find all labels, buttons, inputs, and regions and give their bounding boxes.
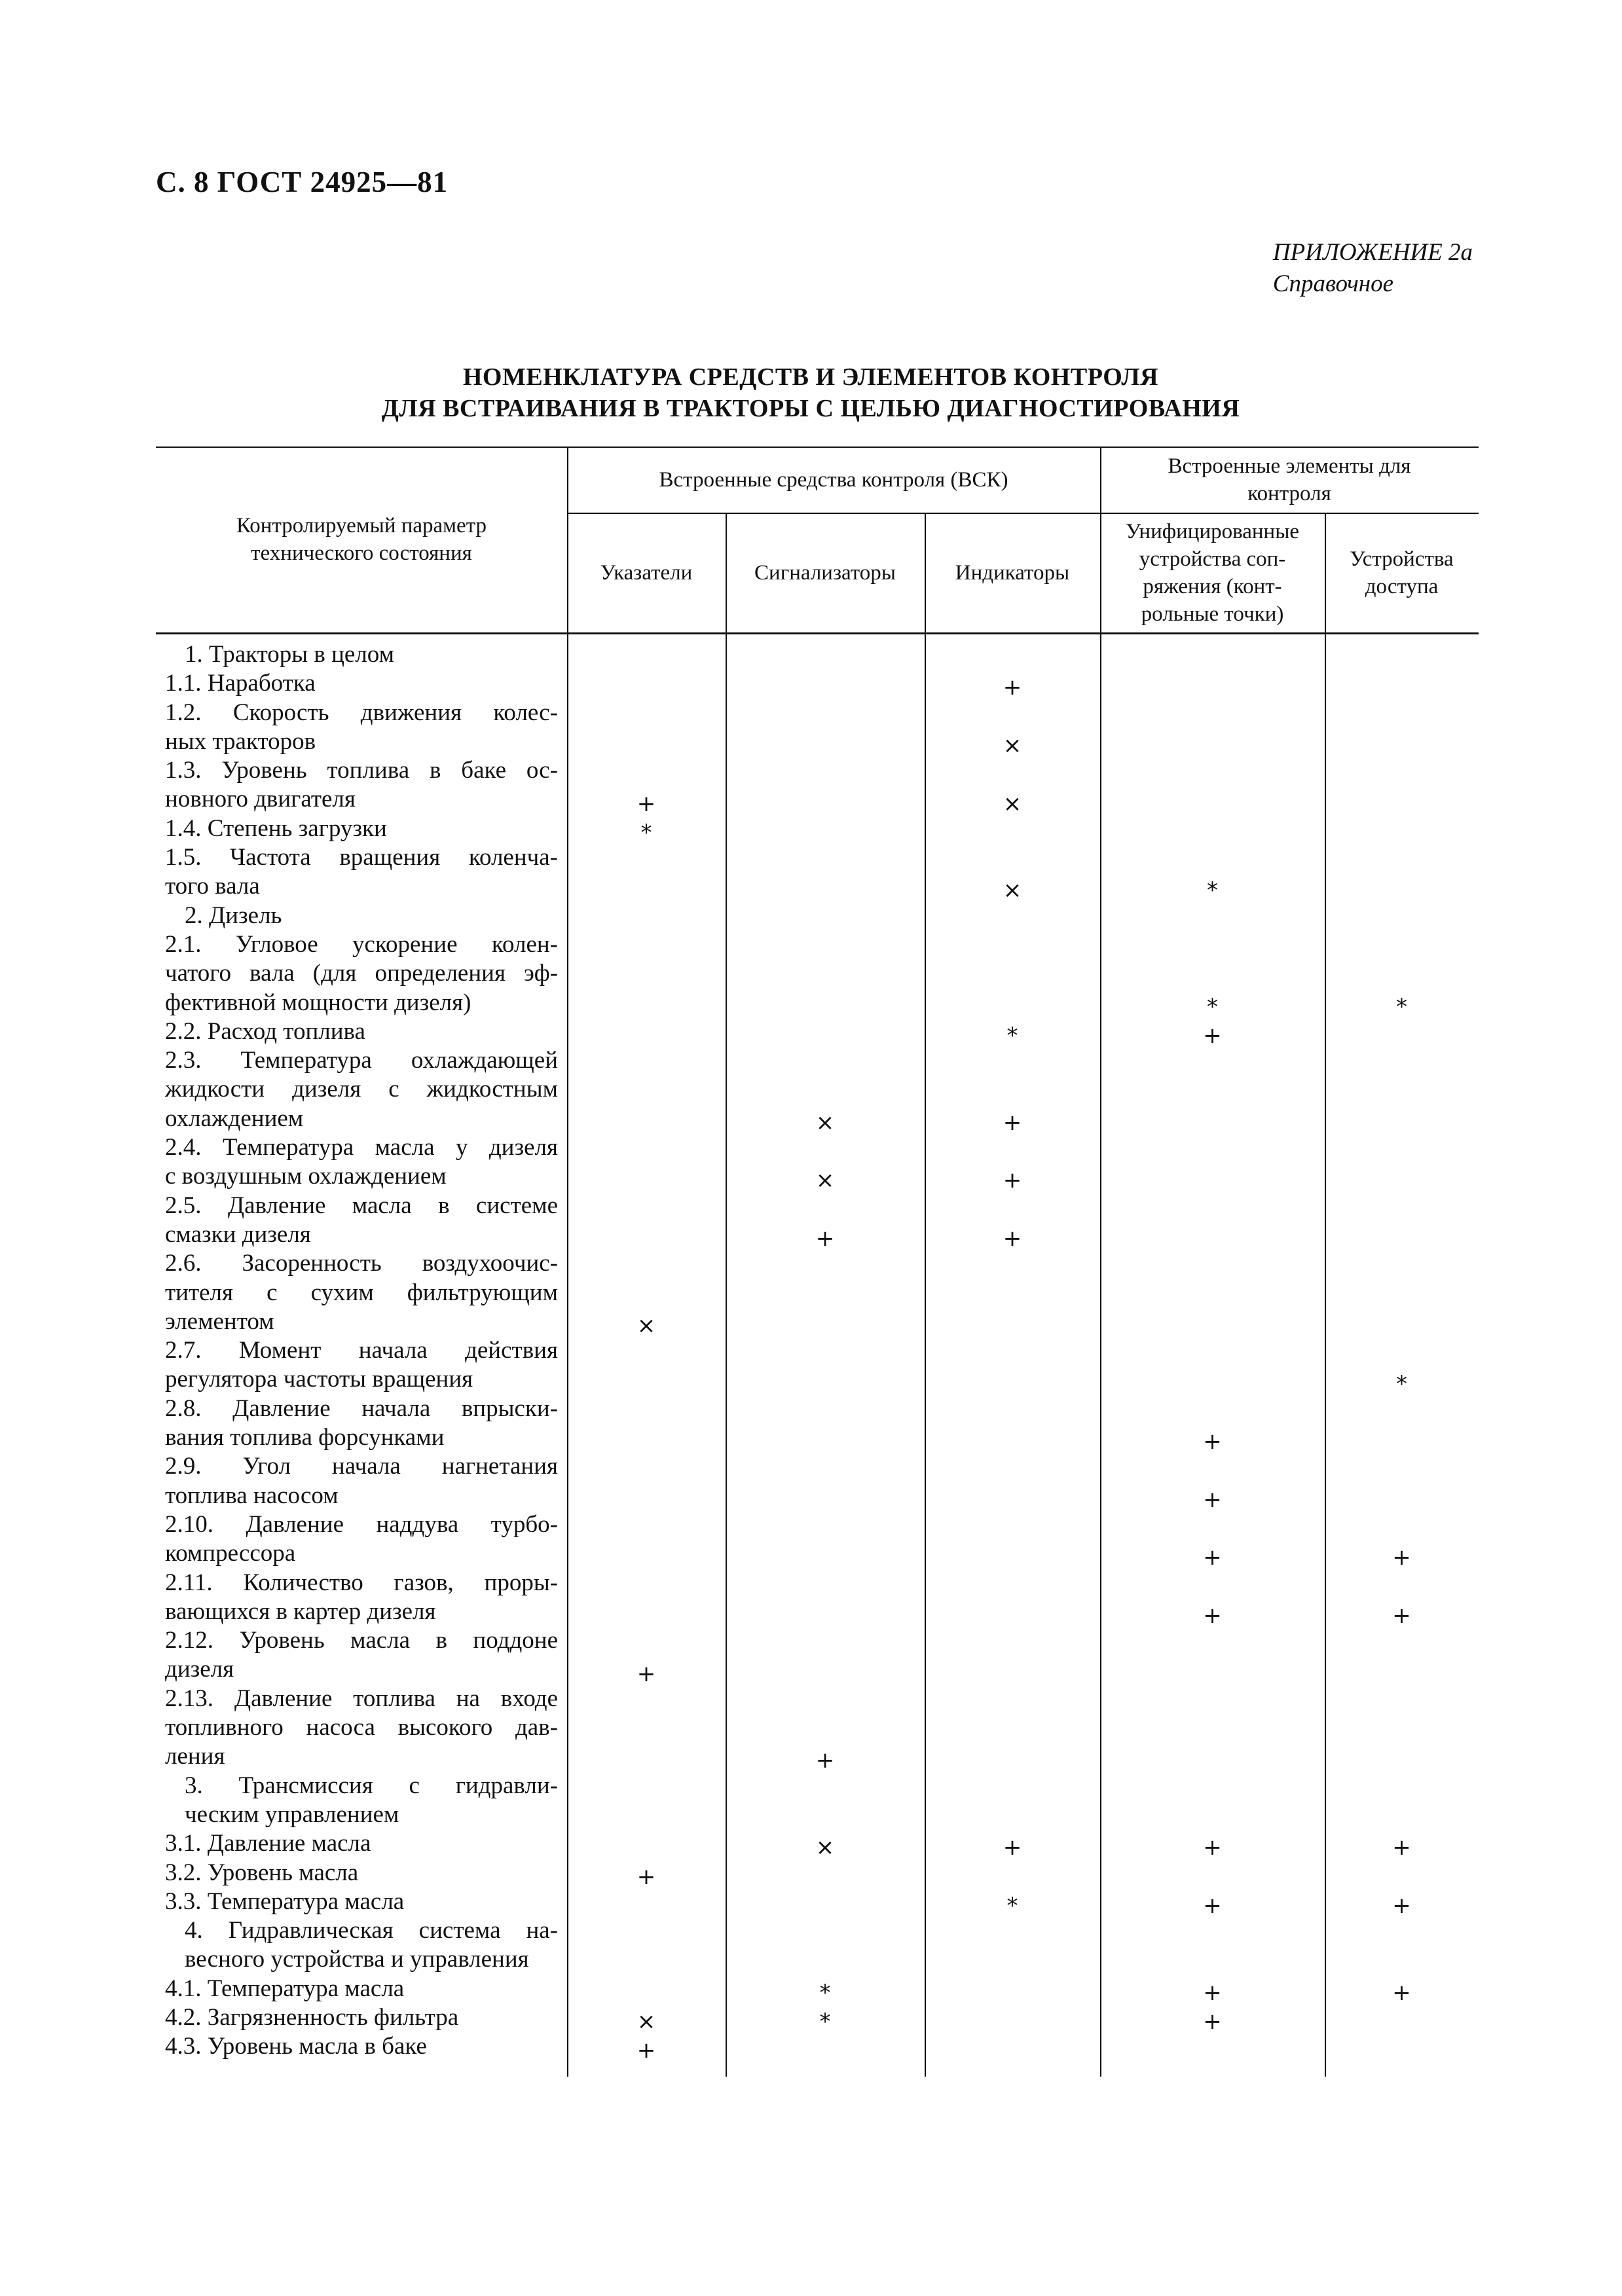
cross-mark: × bbox=[815, 1167, 835, 1194]
header-group-elements-line: контроля bbox=[1247, 481, 1331, 505]
table-row bbox=[165, 1859, 558, 1887]
plus-mark: + bbox=[636, 790, 656, 817]
plus-mark: + bbox=[1203, 2009, 1222, 2035]
param-line: 2. Дизель bbox=[185, 902, 282, 929]
plus-mark: + bbox=[1203, 1834, 1222, 1861]
param-line: ных тракторов bbox=[165, 727, 316, 755]
param-line: 2.10. Давление наддува турбо- bbox=[165, 1511, 558, 1538]
table-row bbox=[165, 1510, 558, 1569]
param-line: смазки дизеля bbox=[165, 1220, 311, 1248]
asterisk-mark: * bbox=[1207, 877, 1218, 904]
param-line: элементом bbox=[165, 1307, 274, 1335]
param-line: 2.6. Засоренность воздухоочис- bbox=[165, 1250, 558, 1277]
cross-mark: × bbox=[636, 2009, 656, 2035]
param-line: жидкости дизеля с жидкостным bbox=[165, 1076, 558, 1103]
table-header-rule bbox=[156, 632, 1479, 634]
plus-mark: + bbox=[1203, 1429, 1222, 1455]
table-col-rule bbox=[567, 446, 568, 2077]
cross-mark: × bbox=[1003, 732, 1022, 759]
cross-mark: × bbox=[636, 1312, 656, 1339]
asterisk-mark: * bbox=[1006, 1892, 1018, 1919]
cross-mark: × bbox=[1003, 790, 1022, 817]
param-line: вающихся в картер дизеля bbox=[165, 1597, 436, 1625]
header-col-signalers bbox=[726, 513, 925, 632]
header-param-line: технического состояния bbox=[251, 541, 472, 565]
param-line: ления bbox=[165, 1743, 225, 1770]
header-col-unified-line: устройства соп- bbox=[1139, 547, 1286, 571]
param-line: 2.13. Давление топлива на входе bbox=[165, 1685, 558, 1712]
asterisk-mark: * bbox=[1207, 993, 1218, 1020]
header-col-unified-line: рольные точки) bbox=[1141, 602, 1284, 626]
param-line: 1.4. Степень загрузки bbox=[165, 814, 387, 842]
param-line: 2.1. Угловое ускорение колен- bbox=[165, 931, 558, 958]
param-line: 1. Тракторы в целом bbox=[185, 641, 395, 668]
cross-mark: × bbox=[1003, 877, 1022, 904]
plus-mark: + bbox=[1392, 1544, 1411, 1571]
plus-mark: + bbox=[1392, 1602, 1411, 1629]
param-line: того вала bbox=[165, 873, 260, 900]
header-group-elements bbox=[1100, 446, 1479, 513]
table-row bbox=[165, 1249, 558, 1336]
param-line: 2.8. Давление начала впрыски- bbox=[165, 1394, 558, 1422]
param-line: новного двигателя bbox=[165, 786, 356, 813]
param-line: охлаждением bbox=[165, 1104, 304, 1132]
document-title bbox=[156, 361, 1465, 424]
header-col-signalers-line: Сигнализаторы bbox=[754, 560, 896, 585]
table-col-rule bbox=[726, 513, 727, 2077]
document-title-line-2: ДЛЯ ВСТРАИВАНИЯ В ТРАКТОРЫ С ЦЕЛЬЮ ДИАГНОСТИРОВАНИЯ bbox=[381, 395, 1240, 422]
plus-mark: + bbox=[636, 1863, 656, 1890]
param-line: 2.12. Уровень масла в поддоне bbox=[165, 1627, 558, 1654]
table-section-row bbox=[165, 902, 558, 930]
table-section-row bbox=[165, 1916, 558, 1975]
appendix-label: ПРИЛОЖЕНИЕ 2а bbox=[1272, 239, 1473, 266]
table-row bbox=[165, 1394, 558, 1453]
plus-mark: + bbox=[1392, 1892, 1411, 1919]
table-row bbox=[165, 1887, 558, 1916]
param-line: 2.9. Угол начала нагнетания bbox=[165, 1453, 558, 1480]
param-line: 2.5. Давление масла в системе bbox=[165, 1192, 558, 1219]
table-row bbox=[165, 1452, 558, 1510]
header-col-pointers-line: Указатели bbox=[600, 560, 693, 585]
param-line: дизеля bbox=[165, 1656, 234, 1683]
param-line: топливного насоса высокого дав- bbox=[165, 1714, 558, 1741]
table-row bbox=[165, 2032, 558, 2061]
appendix-block bbox=[1273, 237, 1473, 300]
table-col-rule bbox=[925, 513, 926, 2077]
param-line: 1.2. Скорость движения колес- bbox=[165, 699, 558, 726]
asterisk-mark: * bbox=[1396, 993, 1407, 1020]
header-col-access-line: доступа bbox=[1365, 574, 1439, 598]
param-line: фективной мощности дизеля) bbox=[165, 989, 471, 1016]
param-line: 2.11. Количество газов, проры- bbox=[165, 1569, 558, 1596]
table-row bbox=[165, 2003, 558, 2032]
table-row bbox=[165, 1626, 558, 1685]
param-line: 2.3. Температура охлаждающей bbox=[165, 1047, 558, 1074]
table-row bbox=[165, 1192, 558, 1250]
param-line: весного устройства и управления bbox=[185, 1946, 529, 1973]
table-col-rule bbox=[1100, 446, 1101, 2077]
param-line: с воздушным охлаждением bbox=[165, 1163, 447, 1190]
document-title-line-1: НОМЕНКЛАТУРА СРЕДСТВ И ЭЛЕМЕНТОВ КОНТРОЛЯ bbox=[462, 363, 1159, 391]
header-col-unified-line: Унифицированные bbox=[1125, 519, 1300, 543]
table-row bbox=[165, 930, 558, 1017]
header-param bbox=[156, 446, 567, 632]
param-line: регулятора частоты вращения bbox=[165, 1366, 473, 1393]
table-row bbox=[165, 756, 558, 814]
table-row bbox=[165, 699, 558, 757]
header-col-indicators bbox=[925, 513, 1100, 632]
table-row bbox=[165, 843, 558, 902]
table-row bbox=[165, 1133, 558, 1192]
param-line: 1.1. Наработка bbox=[165, 670, 316, 697]
param-line: тителя с сухим фильтрующим bbox=[165, 1279, 558, 1306]
plus-mark: + bbox=[1003, 1167, 1022, 1194]
param-line: 2.2. Расход топлива bbox=[165, 1017, 365, 1045]
plus-mark: + bbox=[1203, 1022, 1222, 1049]
plus-mark: + bbox=[1203, 1892, 1222, 1919]
table-row bbox=[165, 1569, 558, 1627]
header-col-access bbox=[1325, 513, 1479, 632]
table-row bbox=[165, 1685, 558, 1772]
param-line: 2.7. Момент начала действия bbox=[165, 1337, 558, 1364]
header-col-indicators-line: Индикаторы bbox=[955, 560, 1070, 585]
param-line: вания топлива форсунками bbox=[165, 1424, 445, 1451]
plus-mark: + bbox=[1392, 1834, 1411, 1861]
param-line: 3. Трансмиссия с гидравли- bbox=[185, 1772, 558, 1799]
asterisk-mark: * bbox=[819, 1979, 831, 2006]
param-line: 1.3. Уровень топлива в баке ос- bbox=[165, 757, 558, 784]
asterisk-mark: * bbox=[1396, 1370, 1407, 1397]
plus-mark: + bbox=[1003, 674, 1022, 701]
plus-mark: + bbox=[815, 1226, 835, 1252]
page-header: С. 8 ГОСТ 24925—81 bbox=[156, 166, 449, 198]
plus-mark: + bbox=[1203, 1486, 1222, 1513]
param-line: ческим управлением bbox=[185, 1800, 399, 1828]
table-col-rule bbox=[1325, 513, 1326, 2077]
plus-mark: + bbox=[1003, 1834, 1022, 1861]
header-param-line: Контролируемый параметр bbox=[236, 514, 487, 538]
asterisk-mark: * bbox=[640, 819, 652, 846]
plus-mark: + bbox=[815, 1747, 835, 1774]
header-col-unified bbox=[1100, 513, 1325, 632]
plus-mark: + bbox=[636, 1660, 656, 1687]
header-group-vsk-line: Встроенные средства контроля (ВСК) bbox=[659, 467, 1008, 492]
table-row bbox=[165, 1017, 558, 1046]
table-row bbox=[165, 1046, 558, 1133]
plus-mark: + bbox=[1203, 1602, 1222, 1629]
param-line: 4. Гидравлическая система на- bbox=[185, 1917, 558, 1944]
plus-mark: + bbox=[1392, 1979, 1411, 2006]
param-line: 2.4. Температура масла у дизеля bbox=[165, 1134, 558, 1161]
param-line: 3.1. Давление масла bbox=[165, 1830, 371, 1857]
asterisk-mark: * bbox=[1006, 1022, 1018, 1049]
table-section-row bbox=[165, 1772, 558, 1830]
table-row bbox=[165, 1975, 558, 2003]
param-line: 4.3. Уровень масла в баке bbox=[165, 2033, 427, 2060]
param-line: 1.5. Частота вращения коленча- bbox=[165, 844, 558, 871]
plus-mark: + bbox=[1003, 1226, 1022, 1252]
plus-mark: + bbox=[1003, 1109, 1022, 1136]
table-row bbox=[165, 1829, 558, 1858]
param-line: компрессора bbox=[165, 1540, 296, 1567]
table-section-row bbox=[165, 640, 558, 669]
header-col-access-line: Устройства bbox=[1350, 547, 1454, 571]
header-group-vsk bbox=[567, 446, 1100, 513]
param-line: 3.2. Уровень масла bbox=[165, 1859, 359, 1886]
header-col-pointers bbox=[567, 513, 726, 632]
table-row bbox=[165, 669, 558, 698]
table-row bbox=[165, 814, 558, 843]
table-row bbox=[165, 1336, 558, 1394]
asterisk-mark: * bbox=[819, 2009, 831, 2035]
param-line: 4.1. Температура масла bbox=[165, 1975, 405, 2002]
param-line: 3.3. Температура масла bbox=[165, 1887, 405, 1915]
plus-mark: + bbox=[1203, 1544, 1222, 1571]
cross-mark: × bbox=[815, 1109, 835, 1136]
header-group-elements-line: Встроенные элементы для bbox=[1168, 454, 1411, 478]
header-col-unified-line: ряжения (конт- bbox=[1143, 574, 1282, 598]
cross-mark: × bbox=[815, 1834, 835, 1861]
param-line: 4.2. Загрязненность фильтра bbox=[165, 2004, 459, 2032]
plus-mark: + bbox=[1203, 1979, 1222, 2006]
param-line: чатого вала (для определения эф- bbox=[165, 960, 558, 987]
param-line: топлива насосом bbox=[165, 1482, 339, 1509]
plus-mark: + bbox=[636, 2037, 656, 2064]
appendix-kind: Справочное bbox=[1272, 270, 1394, 297]
